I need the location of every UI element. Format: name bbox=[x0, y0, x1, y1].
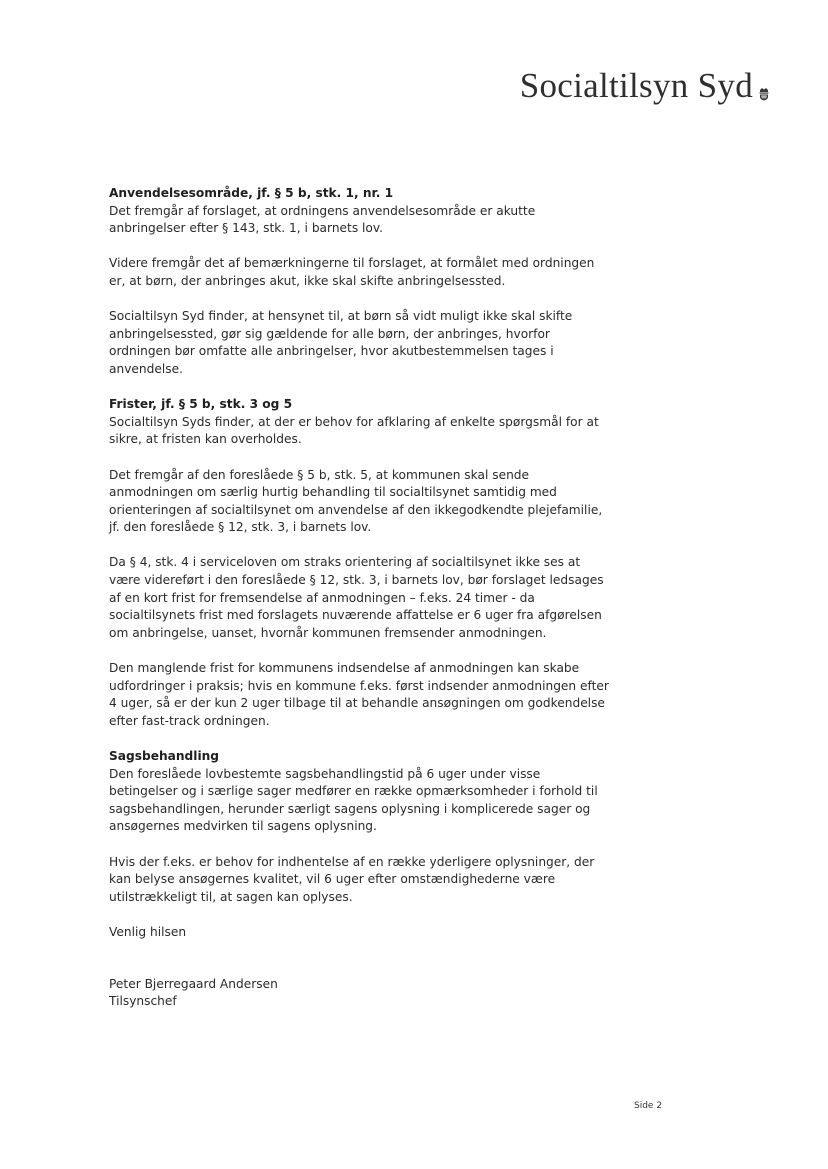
organization-logo bbox=[520, 66, 770, 106]
signatory-name: Peter Bjerregaard Andersen bbox=[109, 976, 278, 991]
section-heading: Frister, jf. § 5 b, stk. 3 og 5 bbox=[109, 397, 293, 412]
paragraph: Socialtilsyn Syd finder, at hensynet til, at børn så vidt muligt ikke skal skifte anbringelsessted, gør sig gældende for alle børn, der anbringes, hvorfor ordningen bør omfatte alle anbringelser, hvor akutbestemmelsen tages i anvendelse. bbox=[109, 309, 573, 376]
section-heading: Anvendelsesområde, jf. § 5 b, stk. 1, nr. 1 bbox=[109, 186, 394, 200]
paragraph: Den foreslåede lovbestemte sagsbehandlingstid på 6 uger under visse betingelser og i særlige sager medfører en række opmærksomheder i forhold til sagsbehandlingen, herunder særligt sagens oplysning i komplicerede sager og ansøgernes medvirken til sagens oplysning. bbox=[109, 766, 598, 834]
section-case-processing bbox=[109, 748, 609, 906]
section-scope bbox=[109, 185, 609, 379]
signature-block bbox=[109, 976, 609, 1011]
crest-icon bbox=[758, 86, 770, 101]
paragraph: Videre fremgår det af bemærkningerne til forslaget, at formålet med ordningen er, at børn, der anbringes akut, ikke skal skifte anbringelsessted. bbox=[109, 256, 595, 288]
paragraph: Socialtilsyn Syds finder, at der er behov for afklaring af enkelte spørgsmål for at sikre, at fristen kan overholdes. bbox=[109, 414, 599, 447]
section-heading: Sagsbehandling bbox=[109, 749, 220, 763]
paragraph: Det fremgår af den foreslåede § 5 b, stk. 5, at kommunen skal sende anmodningen om særlig hurtig behandling til socialtilsynet samtidig med orienteringen af socialtilsynet om anvendelse af den ikkegodkendte plejefamilie, jf. den foreslåede § 12, stk. 3, i barnets lov. bbox=[109, 467, 603, 535]
paragraph: Den manglende frist for kommunens indsendelse af anmodningen kan skabe udfordringer i praksis; hvis en kommune f.eks. først indsender anmodningen efter 4 uger, så er der kun 2 uger tilbage til at behandle ansøgningen om godkendelse efter fast-track ordningen. bbox=[109, 661, 609, 728]
letter-body bbox=[109, 185, 609, 1011]
paragraph: Det fremgår af forslaget, at ordningens anvendelsesområde er akutte anbringelser efter § 143, stk. 1, i barnets lov. bbox=[109, 203, 536, 236]
section-deadlines bbox=[109, 396, 609, 730]
signatory-title: Tilsynschef bbox=[109, 994, 177, 1009]
paragraph: Hvis der f.eks. er behov for indhentelse af en række yderligere oplysninger, der kan belyse ansøgernes kvalitet, vil 6 uger efter omstændighederne være utilstrækkeligt til, at sagen kan oplyses. bbox=[109, 854, 595, 904]
closing-greeting: Venlig hilsen bbox=[109, 924, 187, 939]
logo-text: Socialtilsyn Syd bbox=[519, 66, 753, 105]
paragraph: Da § 4, stk. 4 i serviceloven om straks orientering af socialtilsynet ikke ses at være videreført i den foreslåede § 12, stk. 3, i barnets lov, bør forslaget ledsages af en kort frist for fremsendelse af anmodningen – f.eks. 24 timer - da socialtilsynets frist med forslagets nuværende affattelse er 6 uger fra afgørelsen om anbringelse, uanset, hvornår kommunen fremsender anmodningen. bbox=[109, 555, 604, 640]
page-number: Side 2 bbox=[634, 1101, 663, 1111]
